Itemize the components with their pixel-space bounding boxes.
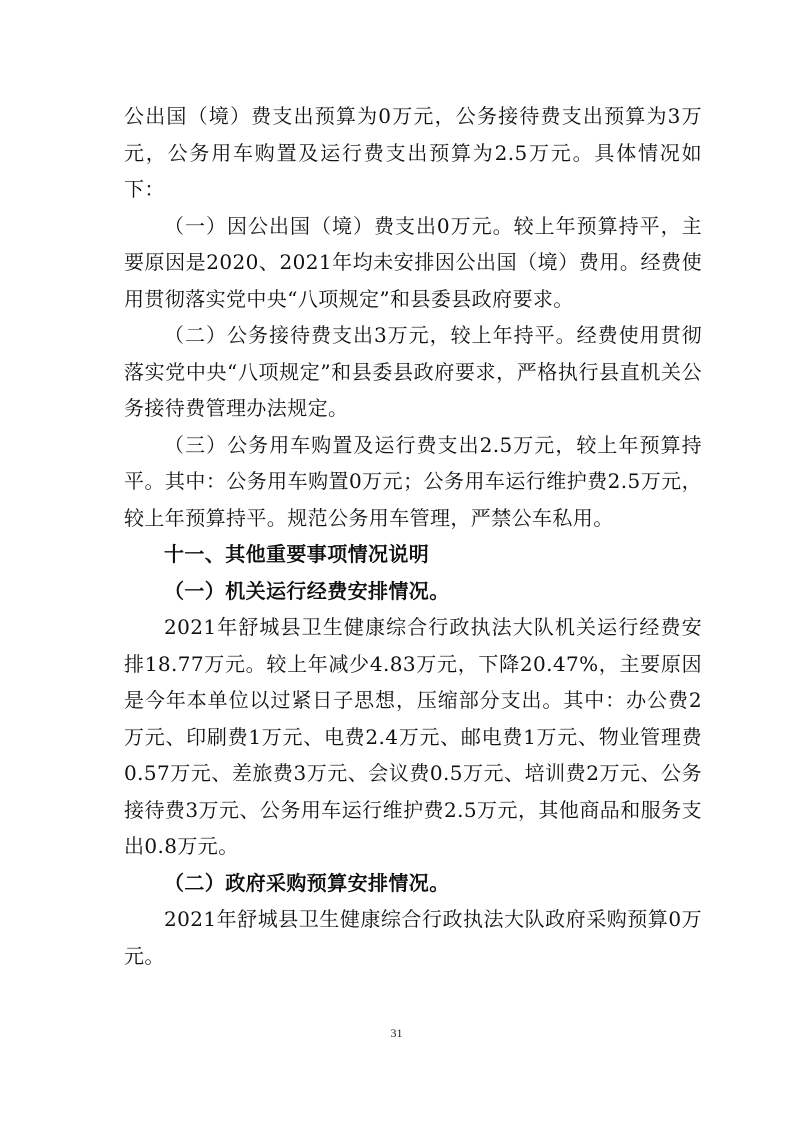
subsection-heading-operating-funds: （一）机关运行经费安排情况。 bbox=[164, 578, 450, 603]
paragraph-reception-expense: （二）公务接待费支出3万元，较上年持平。经费使用贯彻落实党中央“八项规定”和县委县政府要求，严格执行县直机关公务接待费管理办法规定。 bbox=[124, 323, 702, 420]
section-heading: 十一、其他重要事项情况说明 bbox=[164, 542, 430, 566]
paragraph-procurement: 2021年舒城县卫生健康综合行政执法大队政府采购预算0万元。 bbox=[124, 907, 702, 968]
paragraph-continuation: 公出国（境）费支出预算为0万元，公务接待费支出预算为3万元，公务用车购置及运行费支出预算为2.5万元。具体情况如下： bbox=[124, 104, 702, 201]
paragraph-operating-funds: 2021年舒城县卫生健康综合行政执法大队机关运行经费安排18.77万元。较上年减少4.83万元，下降20.47%，主要原因是今年本单位以过紧日子思想，压缩部分支出。其中：办公费2万元、印刷费1万元、电费2.4万元、邮电费1万元、物业管理费0.57万元、差旅费3万元、会议费0.5万元、培训费2万元、公务接待费3万元、公务用车运行维护费2.5万元，其他商品和服务支出0.8万元。 bbox=[124, 615, 702, 858]
page-number: 31 bbox=[390, 1026, 403, 1040]
document-body bbox=[124, 98, 702, 974]
subsection-heading-procurement: （二）政府采购预算安排情况。 bbox=[164, 870, 450, 895]
paragraph-overseas-expense: （一）因公出国（境）费支出0万元。较上年预算持平，主要原因是2020、2021年均未安排因公出国（境）费用。经费使用贯彻落实党中央“八项规定”和县委县政府要求。 bbox=[124, 213, 702, 311]
paragraph-vehicle-expense: （三）公务用车购置及运行费支出2.5万元，较上年预算持平。其中：公务用车购置0万元；公务用车运行维护费2.5万元，较上年预算持平。规范公务用车管理，严禁公车私用。 bbox=[124, 432, 702, 530]
